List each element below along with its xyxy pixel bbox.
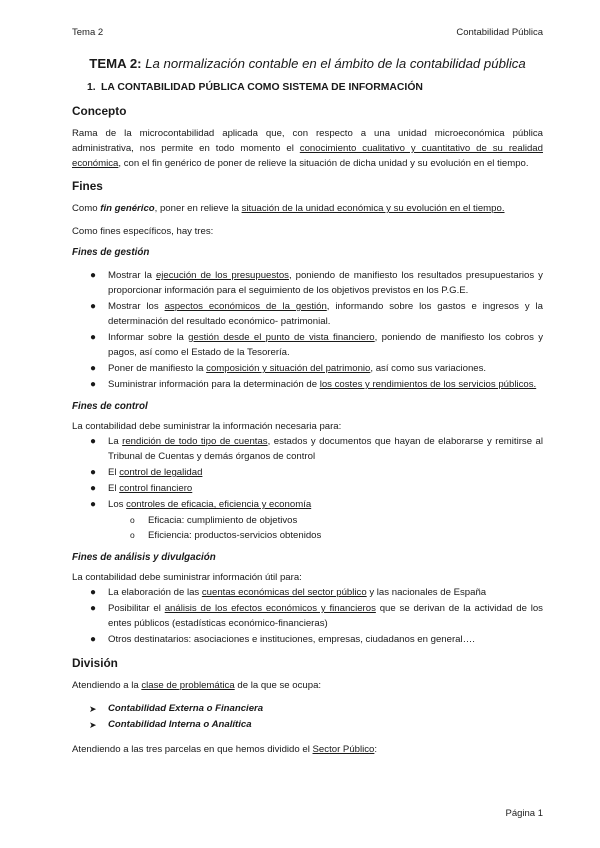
list-item — [72, 601, 543, 631]
bullet-icon: ● — [90, 483, 97, 494]
item-text: Poner de manifiesto la — [108, 363, 207, 374]
division-outro-b: : — [374, 744, 378, 755]
section-title: LA CONTABILIDAD PÚBLICA COMO SISTEMA DE INFORMACIÓN — [101, 82, 423, 93]
bullet-icon: ● — [90, 379, 97, 390]
item-text: La elaboración de las — [108, 587, 202, 598]
list-item — [72, 632, 543, 647]
division-outro-underlined: Sector Público — [312, 744, 375, 755]
section-number: 1. — [87, 82, 96, 93]
page-title — [72, 56, 543, 71]
circle-bullet-icon: o — [130, 515, 135, 525]
item-text: Contabilidad Externa o Financiera — [108, 703, 264, 714]
gestion-heading: Fines de gestión — [72, 247, 150, 258]
item-underlined: gestión desde el punto de vista financiero — [188, 332, 375, 343]
concepto-text-a: Rama de la microcontabilidad aplicada que, con respecto a una unidad microeconómica pública administrativa, nos permite en todo momento el — [72, 128, 543, 154]
division-list — [72, 701, 543, 733]
concepto-paragraph — [72, 126, 543, 171]
item-text: Otros destinatarios: asociaciones e instituciones, empresas, ciudadanos en general…. — [108, 634, 475, 645]
division-intro-a: Atendiendo a la — [72, 680, 142, 691]
item-underlined: ejecución de los presupuestos — [155, 270, 289, 281]
item-text: Mostrar la — [108, 270, 156, 281]
bullet-icon: ● — [90, 270, 97, 281]
division-outro — [72, 742, 543, 757]
page-content — [72, 56, 543, 765]
analisis-heading: Fines de análisis y divulgación — [72, 552, 216, 563]
item-underlined: control de legalidad — [119, 467, 203, 478]
control-heading: Fines de control — [72, 401, 148, 412]
arrow-bullet-icon: ➤ — [89, 704, 97, 714]
concepto-text-b: , con el fin genérico de poner de relieve la situación de dicha unidad y su evolución en el tiempo. — [118, 158, 529, 169]
control-intro: La contabilidad debe suministrar la información necesaria para: — [72, 421, 342, 432]
item-text: Los — [108, 499, 127, 510]
item-text: Informar sobre la — [108, 332, 189, 343]
division-heading: División — [72, 656, 118, 670]
analisis-intro: La contabilidad debe suministrar información útil para: — [72, 572, 302, 583]
page-number: Página 1 — [505, 808, 543, 819]
sub-list-item — [72, 528, 543, 543]
list-item — [72, 268, 543, 298]
fines-generic-underlined: situación de la unidad económica y su evolución en el tiempo. — [241, 203, 505, 214]
title-label: TEMA 2: — [89, 56, 142, 71]
item-underlined: control financiero — [119, 483, 193, 494]
circle-bullet-icon: o — [130, 530, 135, 540]
section-heading — [87, 82, 543, 93]
concepto-underlined: conocimiento cualitativo y cuantitativo de su realidad económica — [72, 143, 543, 169]
sub-list-item — [72, 513, 543, 528]
header-right: Contabilidad Pública — [456, 27, 543, 38]
gestion-list — [72, 268, 543, 392]
analisis-list — [72, 585, 543, 647]
item-text: La — [108, 436, 123, 447]
list-item — [72, 434, 543, 464]
bullet-icon: ● — [90, 603, 97, 614]
fines-generic-a: Como — [72, 203, 101, 214]
fines-generic-em: fin genérico — [100, 203, 155, 214]
list-item — [72, 299, 543, 329]
division-outro-a: Atendiendo a las tres parcelas en que hemos dividido el — [72, 744, 313, 755]
item-text: El — [108, 467, 120, 478]
bullet-icon: ● — [90, 301, 97, 312]
item-text: , así como sus variaciones. — [370, 363, 487, 374]
fines-generic — [72, 201, 543, 216]
item-text: , poniendo de manifiesto los cobros y pagos, así como el Estado de la Tesorería. — [108, 332, 543, 358]
item-text: Suministrar información para la determinación de — [108, 379, 320, 390]
item-underlined: controles de eficacia, eficiencia y economía — [126, 499, 312, 510]
sub-item-text: Eficacia: cumplimiento de objetivos — [148, 515, 298, 526]
list-item — [72, 361, 543, 376]
item-text: El — [108, 483, 120, 494]
bullet-icon: ● — [90, 436, 97, 447]
item-underlined: rendición de todo tipo de cuentas — [122, 436, 268, 447]
bullet-icon: ● — [90, 634, 97, 645]
bullet-icon: ● — [90, 363, 97, 374]
fines-heading: Fines — [72, 179, 103, 193]
concepto-heading: Concepto — [72, 104, 127, 118]
arrow-bullet-icon: ➤ — [89, 720, 97, 730]
item-text: Mostrar los — [108, 301, 165, 312]
item-underlined: composición y situación del patrimonio — [206, 363, 371, 374]
item-text: Contabilidad Interna o Analítica — [108, 719, 252, 730]
control-list — [72, 434, 543, 512]
bullet-icon: ● — [90, 467, 97, 478]
control-sublist — [72, 513, 543, 543]
fines-generic-b: , poner en relieve la — [154, 203, 242, 214]
item-underlined: los costes y rendimientos de los servicios públicos. — [319, 379, 537, 390]
item-underlined: cuentas económicas del sector público — [201, 587, 367, 598]
item-text: y las nacionales de España — [366, 587, 487, 598]
bullet-icon: ● — [90, 499, 97, 510]
list-item — [72, 585, 543, 600]
list-item — [72, 701, 543, 717]
list-item — [72, 330, 543, 360]
division-intro-b: de la que se ocupa: — [234, 680, 322, 691]
division-intro — [72, 678, 543, 693]
item-text: Posibilitar el — [108, 603, 165, 614]
list-item — [72, 497, 543, 512]
item-text: que se derivan de la actividad de los entes públicos (estadísticas económico-financieras) — [108, 603, 543, 629]
list-item — [72, 717, 543, 733]
fines-specific: Como fines específicos, hay tres: — [72, 226, 214, 237]
item-underlined: análisis de los efectos económicos y financieros — [164, 603, 376, 614]
item-text: , informando sobre los gastos e ingresos y la determinación del resultado económico- patrimonial. — [108, 301, 543, 327]
list-item — [72, 465, 543, 480]
bullet-icon: ● — [90, 332, 97, 343]
list-item — [72, 481, 543, 496]
bullet-icon: ● — [90, 587, 97, 598]
division-intro-underlined: clase de problemática — [141, 680, 235, 691]
item-underlined: aspectos económicos de la gestión — [164, 301, 327, 312]
sub-item-text: Eficiencia: productos-servicios obtenidos — [148, 530, 322, 541]
header-left: Tema 2 — [72, 27, 104, 38]
item-text: , estados y documentos que hayan de elaborarse y remitirse al Tribunal de Cuentas y demás órganos de control — [108, 436, 543, 462]
title-subtitle: La normalización contable en el ámbito de la contabilidad pública — [145, 56, 526, 71]
item-text: , poniendo de manifiesto los resultados presupuestarios y proporcionar información para el seguimiento de los objetivos previstos en los P.G.E. — [108, 270, 543, 296]
list-item — [72, 377, 543, 392]
